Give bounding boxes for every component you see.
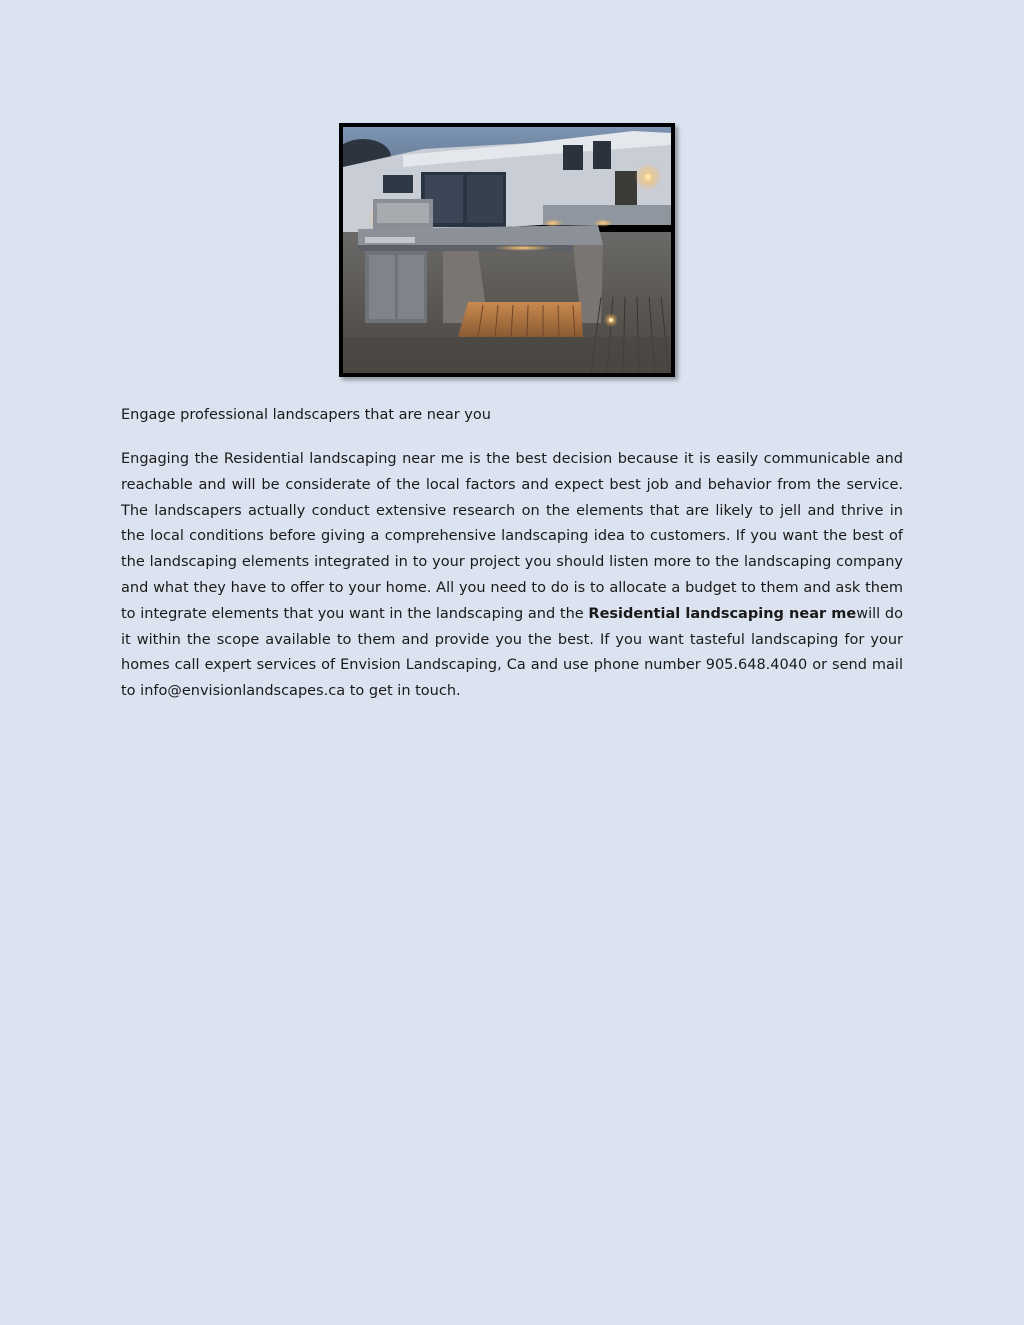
page-heading: Engage professional landscapers that are near you [121, 407, 491, 423]
paragraph-bold-keyword: Residential landscaping near me [588, 605, 857, 622]
outdoor-kitchen-image [343, 127, 671, 373]
paragraph-text-start: Engaging the Residential landscaping near me is the best decision because it is easily communicable and reachable and will be considerate of the local factors and expect best job and behavior from the service. The landscapers actually conduct extensive research on the elements that are likely to jell and thrive in the local conditions before giving a comprehensive landscaping idea to customers. If you want the best of the landscaping elements integrated in to your project you should listen more to the landscaping company and what they have to offer to your home. All you need to do is to allocate a budget to them and ask them to integrate elements that you want in the landscaping and the [121, 451, 903, 622]
landscape-photo [339, 123, 675, 377]
paragraph-text-end: will do it within the scope available to them and provide you the best. If you want tasteful landscaping for your homes call expert services of Envision Landscaping, Ca and use phone number 905.648.4040 or send mail to info@envisionlandscapes.ca to get in touch. [121, 605, 903, 700]
body-paragraph [121, 447, 903, 705]
